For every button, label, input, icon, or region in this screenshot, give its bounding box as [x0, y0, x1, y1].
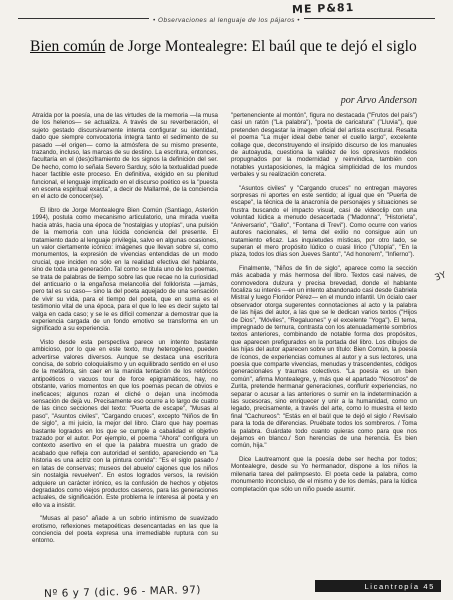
paragraph: El libro de Jorge Montealegre Bien Común (Santiago, Asterión 1994), postula como mecanismo articulatorio, una mirada vuelta hacia atrás, hacia una época de "nostalgias y utopías", una pulsión de la memoria con una lúcida conciencia del presente. El tratamiento dado al lenguaje privilegia, salvo en algunas ocasiones, un valor ciertamente icónico: imágenes que llevan sobre sí, como monumentos, la expresión de vivencias entendidas de un modo crucial, que inciden no sólo en la realidad efectiva del hablante, sino de toda una generación. Tal como se titula uno de los poemas, se trata de palabras de tiempo sobre las que recae no la curiosidad del anticuario o la engañosa melancolía del folklorista —jamás, pero tal es su caso— sino la del poeta aquejado de una sensación de vivir su vida, para el tiempo del poeta, que en suma es el testimonio vital de una época, para el que lo lee es decir sujeto tal valga en cada caso; y se le es difícil comenzar a demostrar que la experiencia cargada de un fondo emotivo se transforma en un significado a su experiencia. [32, 206, 218, 333]
paragraph: Finalmente, "Niños de fin de siglo", aparece como la sección más acabada y más hermosa del libro. Textos casi naives, de conmovedora dulzura y precisa brevedad, donde el hablante focaliza su interés —en un intento abandonado casi desde Gabriela Mistral y luego Floridor Pérez— en el mundo infantil. Un ócialo caer observador otorga sugerentes connotaciones al acto y la palabra de las hijas del autor, a las que se le dedican varios textos ("Hijos de Dios", "Móviles", "Regaluones" y el excelente "Yoga"). El tema, impregnado de ternura, contrasta con los atenuadamente sombríos textos anteriores, combinando de notable forma dos propósitos, que aparecen prefigurados en la portada del libro. Los dibujos de las hijas del autor aparecen sobre un título: Bien Común, la poesía de íconos, de experiencias comunes al autor y a sus lectores, una poesía que comparte vivencias, menudas y trascendentes, códigos generacionales y traumas colectivos. "La poesía es un bien común", afirma Montealegre, y, más que el apartado "Nosotros" de Zurita, pretende hermanar generaciones, conflurir experiencias, no separar o acusar a las anteriores o sumir en la indeterminación a las sucesoras, sino enriquecer y unir a la humanidad, como un legado, precisamente, a través del arte, como lo muestra el texto final "Cachureos": "Estás en el baúl que te dejó el siglo / Revísalo para la toda de diferencias. Pruébate todos los sombreros. / Toma la palabra. Guárdate todo cuanto quieras como para que nos dejamos en blanco./ Son herencias de una herencia. Es bien común, hija." [231, 264, 417, 450]
paragraph: "Asuntos civiles" y "Cargando cruces" no entregan mayores sorpresas ni aportes en este sentido; al igual que en "Puerta de escape", la técnica de la anacronía de personajes y situaciones se frustra buscando el impacto visual, casi de videoclip con una voluntad lúdica a menudo desacertada ("Madonna", "Historieta", "Aniversario", "Gallo", "Fontana di Trevi"). Como ocurre con varios autores nacionales, el tema del exilio no consigue aún un tratamiento eficaz. Las inquietudes místicas, por otro lado, se superan el mero propósito lúdico o cuasi lírico ("Utopía", "En la plaza, todos los días son Jueves Santo", "Ad honorem", "Infierno"). [231, 184, 417, 259]
article-title-book: Bien común [30, 38, 106, 55]
paragraph: "pertenenciente al montón", figura no destacada ("Frutos del país") casi un ratón ("La palabra"), "poeta de caricatura" ("Lluvia"), que pretenden desgastar la imagen oficial del artista escritural. Resalta el poema "La mujer ideal debe tener el cuello largo", excelente collage que, deconstruyendo el insípido discurso de los manuales de autoayuda, cuestiona la validez de los opresivos modelos propugnados por la modernidad y reinvindica, también con notables yuxtaposiciones, la mágica simplicidad de los mundos verbales y su realización concreta. [231, 112, 417, 179]
handwritten-margin-mark: 3Y [433, 270, 448, 284]
handwritten-issue-note: Nº 6 y 7 (dic. 96 - MAR. 97) [43, 583, 202, 600]
paragraph: Visto desde esta perspectiva parece un intento bastante ambicioso, por lo que en este texto, muy heterogéneo, pueden advertirse valores diversos. Aunque se destaca una escritura concisa, de sobrio coloquialismo y un equilibrado sentido en el uso de la metáfora, sin caer en la manida tentación de los retóricos antipoéticos o vacuos tour de force epigramáticos, hay, no obstante, varios momentos en que los poemas pecan de obvios e ineficaces; algunos rozan el cliché o dejan una incómoda sensación de dejà vu. Precisamente eso ocurre a lo largo de cuatro de las cinco secciones del texto: "Puerta de escape", "Musas al paso", "Asuntos civiles", "Cargando cruces", excepto "Niños de fin de siglo", a mi juicio, la mejor del libro. Claro que hay poemas bastante logrados en los que se cumple a cabalidad el objetivo trazado por el autor. Por ejemplo, el poema "Ahora" configura un contexto asertivo en el que la palabra muestra un grado de acabado que refleja con autoridad el sentido, apareciendo en "La historia es una actriz con la pintura corrida": "Es el siglo pasado / en latas de conservas; museos del abuelo/ cajones que los niños sin nostalgia revuelven". En estos logrados versos, la revisión adquiere un carácter irónico, es la confusión de hechos y objetos degradados como viejos productos caseros, para las generaciones actuales, de significación. Este problema le interesa al poeta y en ello va a insistir. [32, 338, 218, 509]
footer-label: Licantropía 45 [364, 581, 435, 591]
handwritten-archive-note: ME P&81 [291, 0, 355, 17]
page-footer [315, 580, 441, 592]
paragraph: Dice Lautreamont que la poesía debe ser hecha por todos; Montealegre, desde su Yo hermanador, dispone a los niños la milenaria tarea del palimpsesto. El poeta cede la palabra, como monumento inconcluso, de el mismo y de los demás, para la lúdica completación que sólo un niño puede asumir. [231, 455, 417, 493]
section-header [0, 17, 453, 24]
article-column-right [231, 112, 417, 499]
article-column-left [32, 112, 218, 551]
paragraph: Atraída por la poesía, una de las virtudes de la memoria —la musa de los helenos— se actualiza. A través de su reverberación, el sujeto gestado discursivamente intenta configurar su identidad, dado que siempre convocatoria íntegra tanto el sedimento de su pasado —el origen— como la atmósfera de su mismo presente, trazando, incluso, las marcas de su destino. La escritura, entonces, facultaría en el (des)ciframiento de los signos la definición del ser. De hecho, como lo señala Severo Sarduy, sólo la textualidad puede hacer factible este proceso. En definitiva, exigido en su plenitud funcional, el lenguaje implicado en el discurso poético es la "puesta en escena espiritual exacta", a decir de Mallarmé, de la conciencia en el acto de conocer(se). [32, 112, 218, 201]
paragraph: "Musas al paso" añade a un sobrio intimismo de suavizado erotismo, reflexiones metapoéticas desencantadas en las que la conciencia del poeta expresa una irremediable ruptura con su entorno. [32, 515, 218, 545]
section-header-label: • Observaciones al lenguaje de los pájaros • [149, 17, 304, 24]
author-byline: por Arvo Anderson [340, 95, 417, 106]
article-title [30, 38, 417, 56]
article-title-rest: de Jorge Montealegre: El baúl que te dejó el siglo [105, 38, 417, 55]
